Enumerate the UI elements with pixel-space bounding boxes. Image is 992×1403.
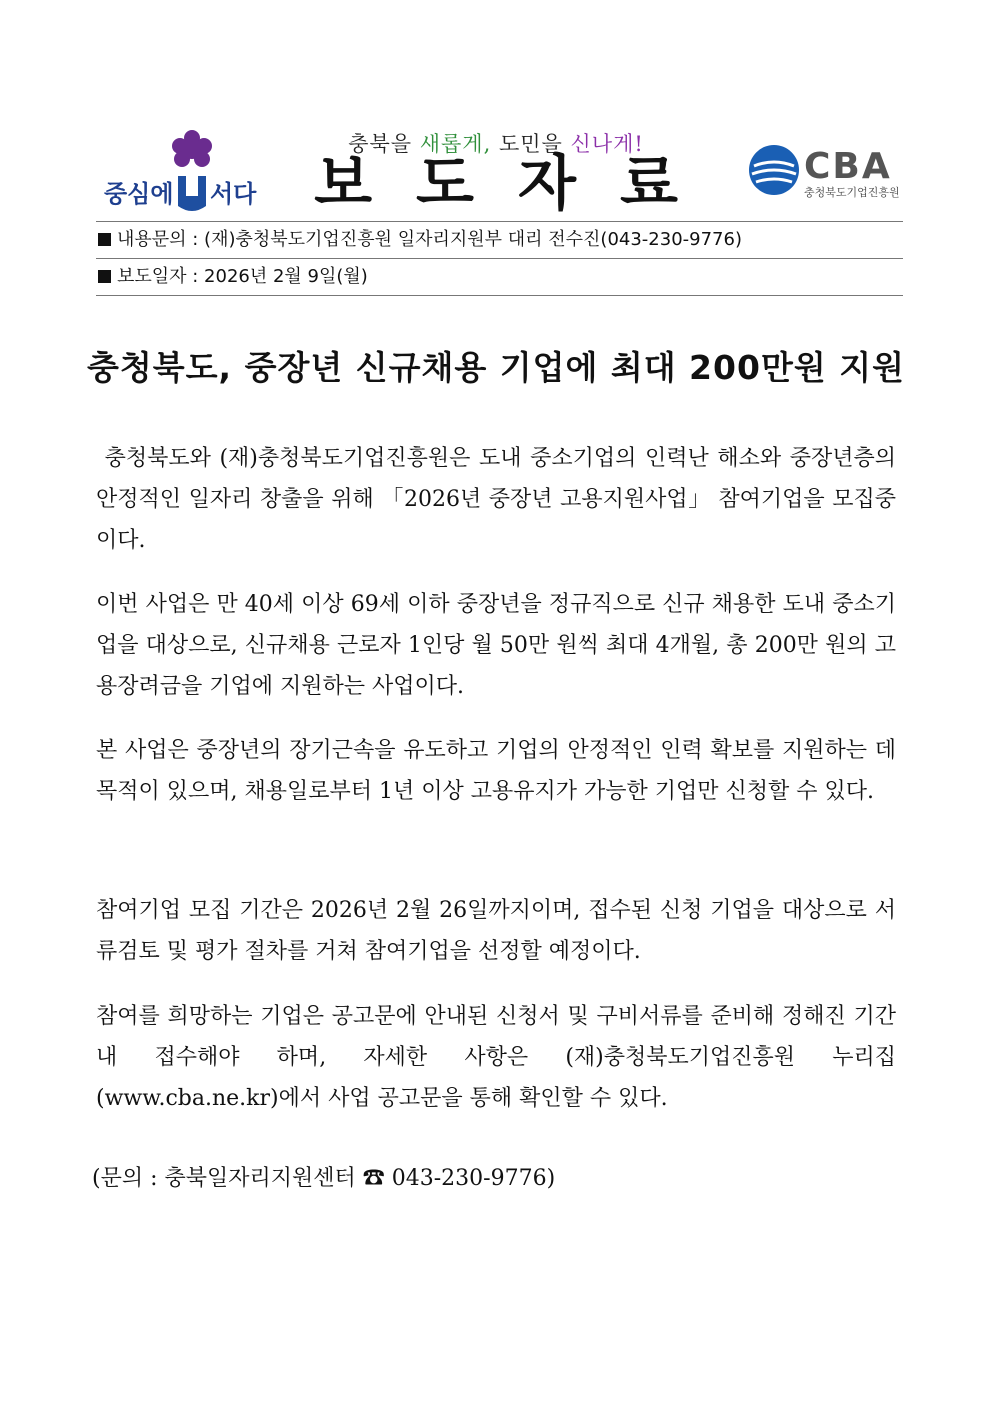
info-box (96, 221, 903, 296)
slogan-part2: 도민을 (491, 132, 571, 156)
cba-logo (748, 140, 908, 204)
square-bullet-icon (98, 270, 111, 283)
paragraph-3: 본 사업은 중장년의 장기근속을 유도하고 기업의 안정적인 인력 확보를 지원하는 데 목적이 있으며, 채용일로부터 1년 이상 고용유지가 가능한 기업만 신청할 수 있다. (96, 738, 896, 804)
press-header (0, 0, 992, 220)
logo-right-subtext: 충청북도기업진흥원 (804, 186, 900, 199)
paragraph-1: 충청북도와 (재)충청북도기업진흥원은 도내 중소기업의 인력난 해소와 중장년층의 안정적인 일자리 창출을 위해 「2026년 중장년 고용지원사업」 참여기업을 모집중이다. (96, 446, 903, 553)
slogan-highlight-green: 새롭게, (419, 132, 492, 156)
slogan-part1: 충북을 (348, 132, 420, 156)
info-date-text: 보도일자 : 2026년 2월 9일(월) (117, 266, 368, 287)
slogan-highlight-purple: 신나게! (570, 132, 644, 156)
info-row-date (96, 259, 903, 296)
logo-left-text-b: 서다 (210, 180, 257, 208)
paragraph-2: 이번 사업은 만 40세 이상 69세 이하 중장년을 정규직으로 신규 채용한 도내 중소기업을 대상으로, 신규채용 근로자 1인당 월 50만 원씩 최대 4개월, 총 200만 원의 고용장려금을 기업에 지원하는 사업이다. (96, 592, 896, 699)
paragraph-4: 참여기업 모집 기간은 2026년 2월 26일까지이며, 접수된 신청 기업을 대상으로 서류검토 및 평가 절차를 거쳐 참여기업을 선정할 예정이다. (96, 898, 896, 964)
paragraph-5: 참여를 희망하는 기업은 공고문에 안내된 신청서 및 구비서류를 준비해 정해진 기간 내 접수해야 하며, 자세한 사항은 (재)충청북도기업진흥원 누리집(www.cba.ne.kr)에서 사업 공고문을 통해 확인할 수 있다. (96, 1004, 896, 1111)
info-contact-text: 내용문의 : (재)충청북도기업진흥원 일자리지원부 대리 전수진(043-230-9776) (117, 229, 742, 250)
logo-left-text-a: 중심에 (104, 180, 174, 208)
square-bullet-icon (98, 233, 111, 246)
headline: 충청북도, 중장년 신규채용 기업에 최대 200만원 지원 (87, 348, 905, 387)
press-release-title: 보도자료 (314, 149, 722, 219)
info-row-contact (96, 221, 903, 259)
logo-right-text: CBA (804, 146, 892, 187)
contact-line: (문의 : 충북일자리지원센터 ☎ 043-230-9776) (92, 1166, 556, 1191)
